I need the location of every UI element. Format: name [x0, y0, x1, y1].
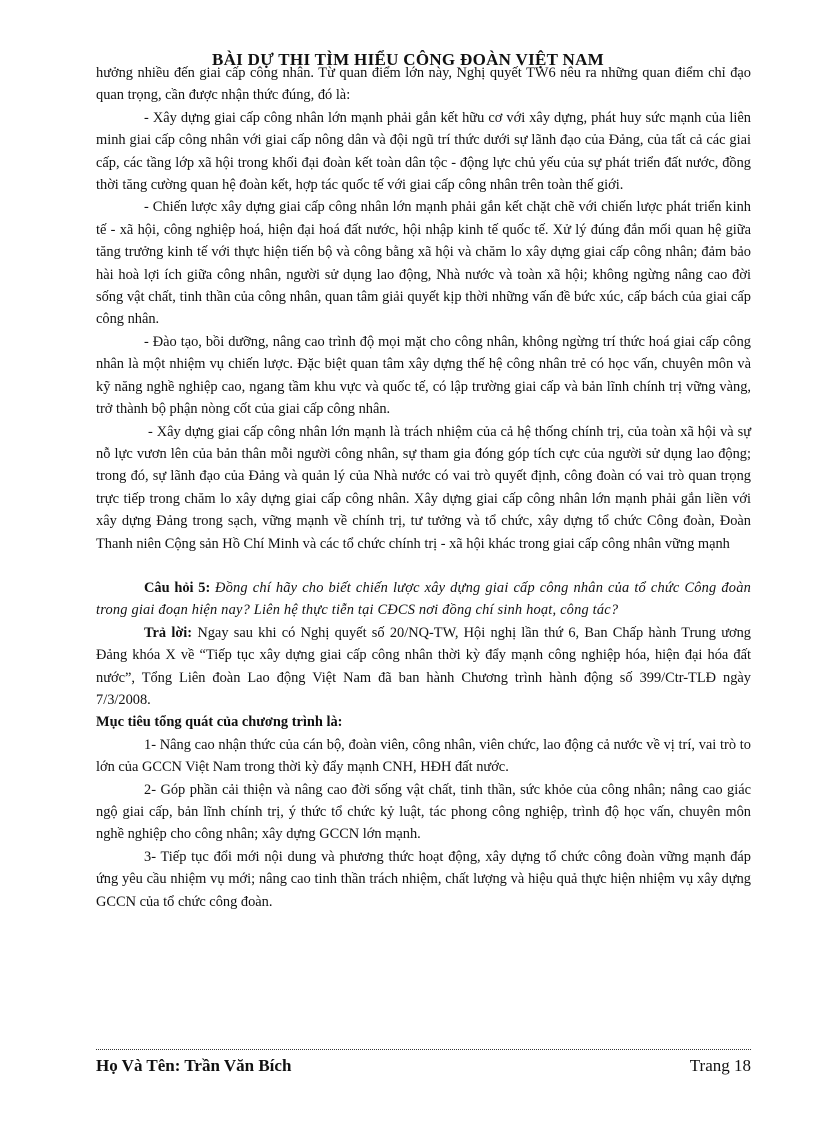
paragraph-intro: hưởng nhiều đến giai cấp công nhân. Từ quan điểm lớn này, Nghị quyết TW6 nêu ra những quan điểm chỉ đạo quan trọng, cần được nhận thức đúng, đó là: — [96, 65, 751, 104]
answer-text: Ngay sau khi có Nghị quyết số 20/NQ-TW, Hội nghị lần thứ 6, Ban Chấp hành Trung ương Đảng khóa X về “Tiếp tục xây dựng giai cấp công nhân thời kỳ đẩy mạnh công nghiệp hóa, hiện đại hóa đất nước”, Tổng Liên đoàn Lao động Việt Nam đã ban hành Chương trình hành động số 399/Ctr-TLĐ ngày 7/3/2008. — [96, 624, 751, 708]
paragraph-viewpoint-2: - Chiến lược xây dựng giai cấp công nhân lớn mạnh phải gắn kết chặt chẽ với chiến lược phát triển kinh tế - xã hội, công nghiệp hoá, hiện đại hoá đất nước, hội nhập kinh tế quốc tế. Xử lý đúng đắn mối quan hệ giữa tăng trưởng kinh tế với thực hiện tiến bộ và công bằng xã hội và chăm lo xây dựng giai cấp công nhân; đảm bảo hài hoà lợi ích giữa công nhân, người sử dụng lao động, Nhà nước và toàn xã hội; không ngừng nâng cao đời sống vật chất, tinh thần của công nhân, quan tâm giải quyết kịp thời những vấn đề bức xúc, cấp bách của giai cấp công nhân. — [96, 199, 751, 328]
answer-label: Trả lời: — [144, 624, 193, 641]
document-body — [96, 62, 751, 913]
page-footer — [96, 1055, 751, 1077]
page-header-title: BÀI DỰ THI TÌM HIỂU CÔNG ĐOÀN VIỆT NAM — [211, 50, 605, 69]
paragraph-viewpoint-4: - Xây dựng giai cấp công nhân lớn mạnh là trách nhiệm của cả hệ thống chính trị, của toàn xã hội và sự nỗ lực vươn lên của bản thân mỗi người công nhân, sự tham gia đóng góp tích cực của người sử dụng lao động; trong đó, sự lãnh đạo của Đảng và quản lý của Nhà nước có vai trò quyết định, công đoàn có vai trò quan trọng trực tiếp trong chăm lo xây dựng giai cấp công nhân. Xây dựng giai cấp công nhân lớn mạnh phải gắn liền với xây dựng Đảng trong sạch, vững mạnh về chính trị, tư tưởng và tổ chức, xây dựng tổ chức Công đoàn, Đoàn Thanh niên Cộng sản Hồ Chí Minh và các tổ chức chính trị - xã hội khác trong giai cấp công nhân vững mạnh — [96, 423, 751, 552]
goals-heading: Mục tiêu tổng quát của chương trình là: — [96, 714, 343, 731]
goal-item: 3- Tiếp tục đổi mới nội dung và phương thức hoạt động, xây dựng tổ chức công đoàn vững mạnh đáp ứng yêu cầu nhiệm vụ mới; nâng cao tinh thần trách nhiệm, chất lượng và hiệu quả thực hiện nhiệm vụ xây dựng GCCN của tổ chức công đoàn. — [96, 848, 751, 910]
paragraph-viewpoint-1: - Xây dựng giai cấp công nhân lớn mạnh phải gắn kết hữu cơ với xây dựng, phát huy sức mạnh của liên minh giai cấp công nhân với giai cấp nông dân và đội ngũ trí thức dưới sự lãnh đạo của Đảng, của tất cả các giai cấp, các tầng lớp xã hội trong khối đại đoàn kết toàn dân tộc - động lực chủ yếu của sự phát triển đất nước, đồng thời tăng cường quan hệ đoàn kết, hợp tác quốc tế với giai cấp công nhân trên toàn thế giới. — [96, 109, 751, 194]
footer-page-number: Trang 18 — [689, 1056, 751, 1075]
question-label: Câu hỏi 5: — [144, 579, 211, 596]
paragraph-viewpoint-3: - Đào tạo, bồi dưỡng, nâng cao trình độ mọi mặt cho công nhân, không ngừng trí thức hoá giai cấp công nhân là một nhiệm vụ chiến lược. Đặc biệt quan tâm xây dựng thế hệ công nhân trẻ có học vấn, chuyên môn và kỹ năng nghề nghiệp cao, ngang tầm khu vực và quốc tế, có lập trường giai cấp và bản lĩnh chính trị vững vàng, trở thành bộ phận nòng cốt của giai cấp công nhân. — [96, 333, 751, 418]
goal-item: 2- Góp phần cải thiện và nâng cao đời sống vật chất, tinh thần, sức khỏe của công nhân; nâng cao giác ngộ giai cấp, bản lĩnh chính trị, ý thức tổ chức kỷ luật, tác phong công nghiệp, trình độ học vấn, chuyên môn nghề nghiệp cho công nhân; xây dựng GCCN lớn mạnh. — [96, 781, 751, 843]
goal-item: 1- Nâng cao nhận thức của cán bộ, đoàn viên, công nhân, viên chức, lao động cả nước về vị trí, vai trò to lớn của GCCN Việt Nam trong thời kỳ đẩy mạnh CNH, HĐH đất nước. — [96, 736, 751, 776]
answer — [96, 622, 751, 712]
footer-author: Họ Và Tên: Trần Văn Bích — [96, 1056, 292, 1075]
footer-divider — [96, 1049, 751, 1050]
question-text: Đồng chí hãy cho biết chiến lược xây dựng giai cấp công nhân của tổ chức Công đoàn trong giai đoạn hiện nay? Liên hệ thực tiễn tại CĐCS nơi đồng chí sinh hoạt, công tác? — [96, 579, 751, 619]
question-5 — [96, 577, 751, 622]
